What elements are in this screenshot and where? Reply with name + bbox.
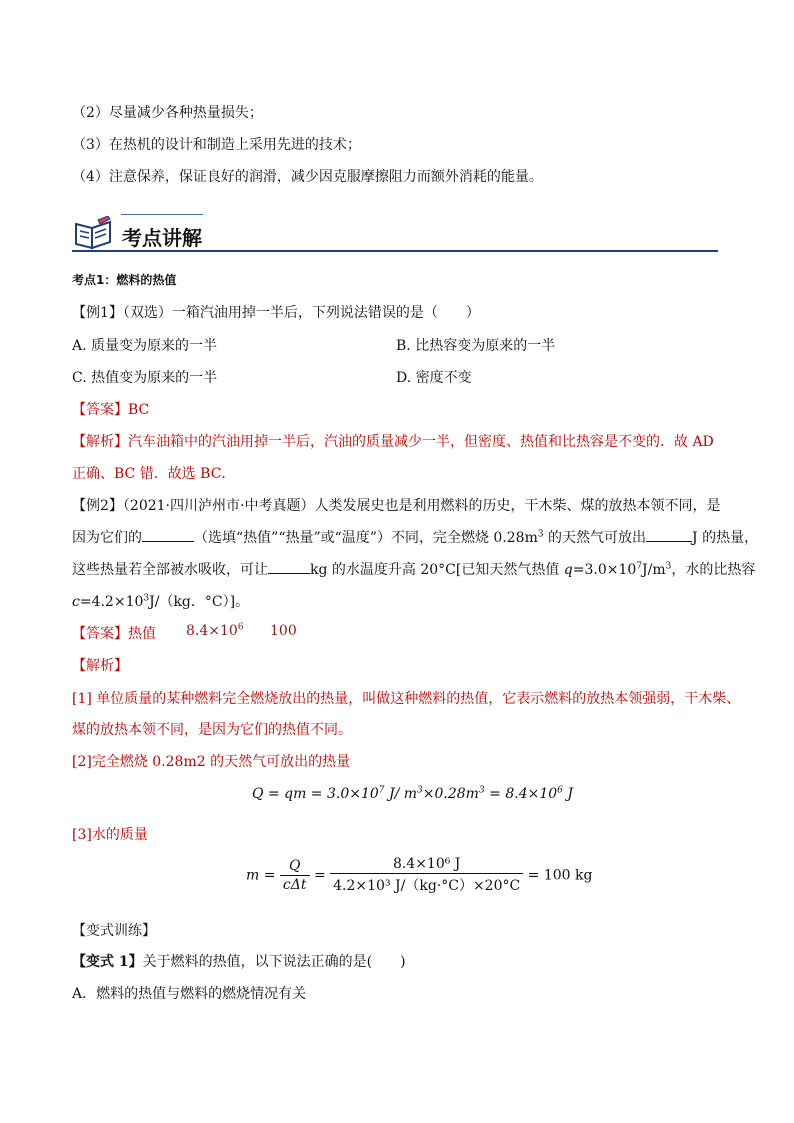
fill-blank	[142, 529, 194, 542]
formula-part: J	[562, 786, 573, 802]
question-text: 的天然气可放出	[543, 530, 647, 546]
formula-part: Q = qm = 3.0×10	[252, 786, 379, 802]
option-c: C. 热值变为原来的一半	[72, 370, 218, 386]
analysis-text: 汽车油箱中的汽油用掉一半后，汽油的质量减少一半，但密度、热值和比热容是不变的．故 AD	[128, 434, 714, 450]
example-tag: 【例2】	[72, 498, 123, 514]
question-text: kg 的水温度升高 20°C[已知天然气热值	[310, 562, 564, 578]
formula-heat	[252, 786, 573, 802]
question-text: 因为它们的	[72, 530, 142, 546]
answer-line	[72, 623, 156, 643]
formula-part: ×0.28m	[422, 786, 479, 802]
superscript: 3	[537, 529, 544, 540]
question-text: =3.0×10	[572, 562, 637, 578]
variant-heading: 【变式训练】	[72, 923, 156, 939]
denominator: 4.2×10³ J/（kg·°C）×20°C	[333, 878, 521, 894]
variable: q	[563, 562, 573, 578]
example1-question	[72, 302, 480, 322]
book-icon	[74, 216, 114, 250]
analysis-line	[72, 431, 714, 451]
analysis-tag: 【解析】	[72, 658, 128, 674]
formula-part: =	[313, 867, 326, 884]
variable: c	[72, 594, 80, 610]
superscript: 3	[417, 785, 423, 796]
analysis-text: [2]完全燃烧 0.28m2 的天然气可放出的热量	[72, 754, 351, 770]
fraction	[280, 858, 310, 893]
example-tag: 【例1】	[72, 305, 123, 321]
formula-mass	[246, 856, 592, 895]
formula-part: J/ m	[384, 786, 418, 802]
answer-value	[186, 623, 244, 639]
formula-part: = 100 kg	[527, 867, 593, 884]
numerator: Q	[280, 858, 310, 876]
analysis-text: 煤的放热本领不同，是因为它们的热值不同。	[72, 722, 352, 738]
superscript: 7	[636, 561, 643, 572]
example2-question-line	[72, 527, 758, 547]
text-line: （2）尽量减少各种热量损失；	[72, 105, 263, 121]
question-text: （选填“热值”“热量”或“温度”）不同，完全燃烧 0.28m	[194, 530, 538, 546]
answer-tag: 【答案】	[72, 402, 128, 418]
option-a: A. 质量变为原来的一半	[72, 338, 218, 354]
superscript: 3	[143, 593, 150, 604]
denominator: cΔt	[282, 877, 307, 893]
superscript: 7	[378, 785, 385, 796]
answer-value-main: 8.4×10	[186, 623, 238, 639]
section-title: 考点讲解	[122, 226, 202, 250]
numerator: 8.4×10⁶ J	[330, 856, 523, 874]
fraction	[330, 856, 523, 895]
superscript: 3	[665, 561, 672, 572]
question-text: ，水的比热容	[671, 562, 756, 578]
text-line: （4）注意保养，保证良好的润滑，减少因克服摩擦阻力而额外消耗的能量。	[72, 169, 543, 185]
analysis-text: [1] 单位质量的某种燃料完全燃烧放出的热量，叫做这种燃料的热值，它表示燃料的放热本领强弱，干木柴、	[72, 691, 741, 707]
question-text: J 的热量，	[692, 530, 759, 546]
example2-question-line	[72, 591, 249, 611]
variant-tag: 【变式 1】	[72, 954, 143, 970]
option-b: B. 比热容变为原来的一半	[396, 338, 556, 354]
question-text: （双选）一箱汽油用掉一半后，下列说法错误的是（ ）	[122, 305, 480, 321]
heading-rule	[72, 250, 718, 252]
fill-blank	[268, 561, 310, 574]
superscript: 6	[557, 785, 563, 796]
question-text: =4.2×10	[79, 594, 144, 610]
analysis-text: [3]水的质量	[72, 827, 148, 843]
formula-part: m =	[246, 867, 276, 884]
example2-question-line	[72, 559, 755, 579]
superscript: 3	[478, 785, 485, 796]
answer-value: 100	[270, 623, 297, 639]
question-text: 这些热量若全部被水吸收，可让	[72, 562, 268, 578]
answer-value: BC	[128, 402, 150, 418]
formula-part: = 8.4×10	[484, 786, 558, 802]
superscript: 6	[237, 622, 244, 633]
option-a: A．燃料的热值与燃料的燃烧情况有关	[72, 986, 307, 1002]
variant-question	[72, 951, 406, 971]
heading-top-rule	[121, 214, 203, 215]
point-title: 考点1：燃料的热值	[72, 273, 177, 287]
question-text: 关于燃料的热值，以下说法正确的是( )	[142, 954, 406, 970]
option-d: D. 密度不变	[396, 370, 472, 386]
analysis-tag: 【解析】	[72, 434, 128, 450]
example2-question-line	[72, 495, 720, 515]
question-text: J/m	[642, 562, 666, 578]
question-text: （2021·四川泸州市·中考真题）人类发展史也是利用燃料的历史，干木柴、煤的放热本领不同，是	[122, 498, 721, 514]
answer-line	[72, 399, 149, 419]
question-text: J/（kg．°C）]。	[149, 594, 250, 610]
answer-value: 热值	[128, 626, 156, 642]
analysis-text: 正确、BC 错．故选 BC．	[72, 466, 236, 482]
answer-tag: 【答案】	[72, 626, 128, 642]
text-line: （3）在热机的设计和制造上采用先进的技术；	[72, 137, 361, 153]
fill-blank	[646, 529, 692, 542]
